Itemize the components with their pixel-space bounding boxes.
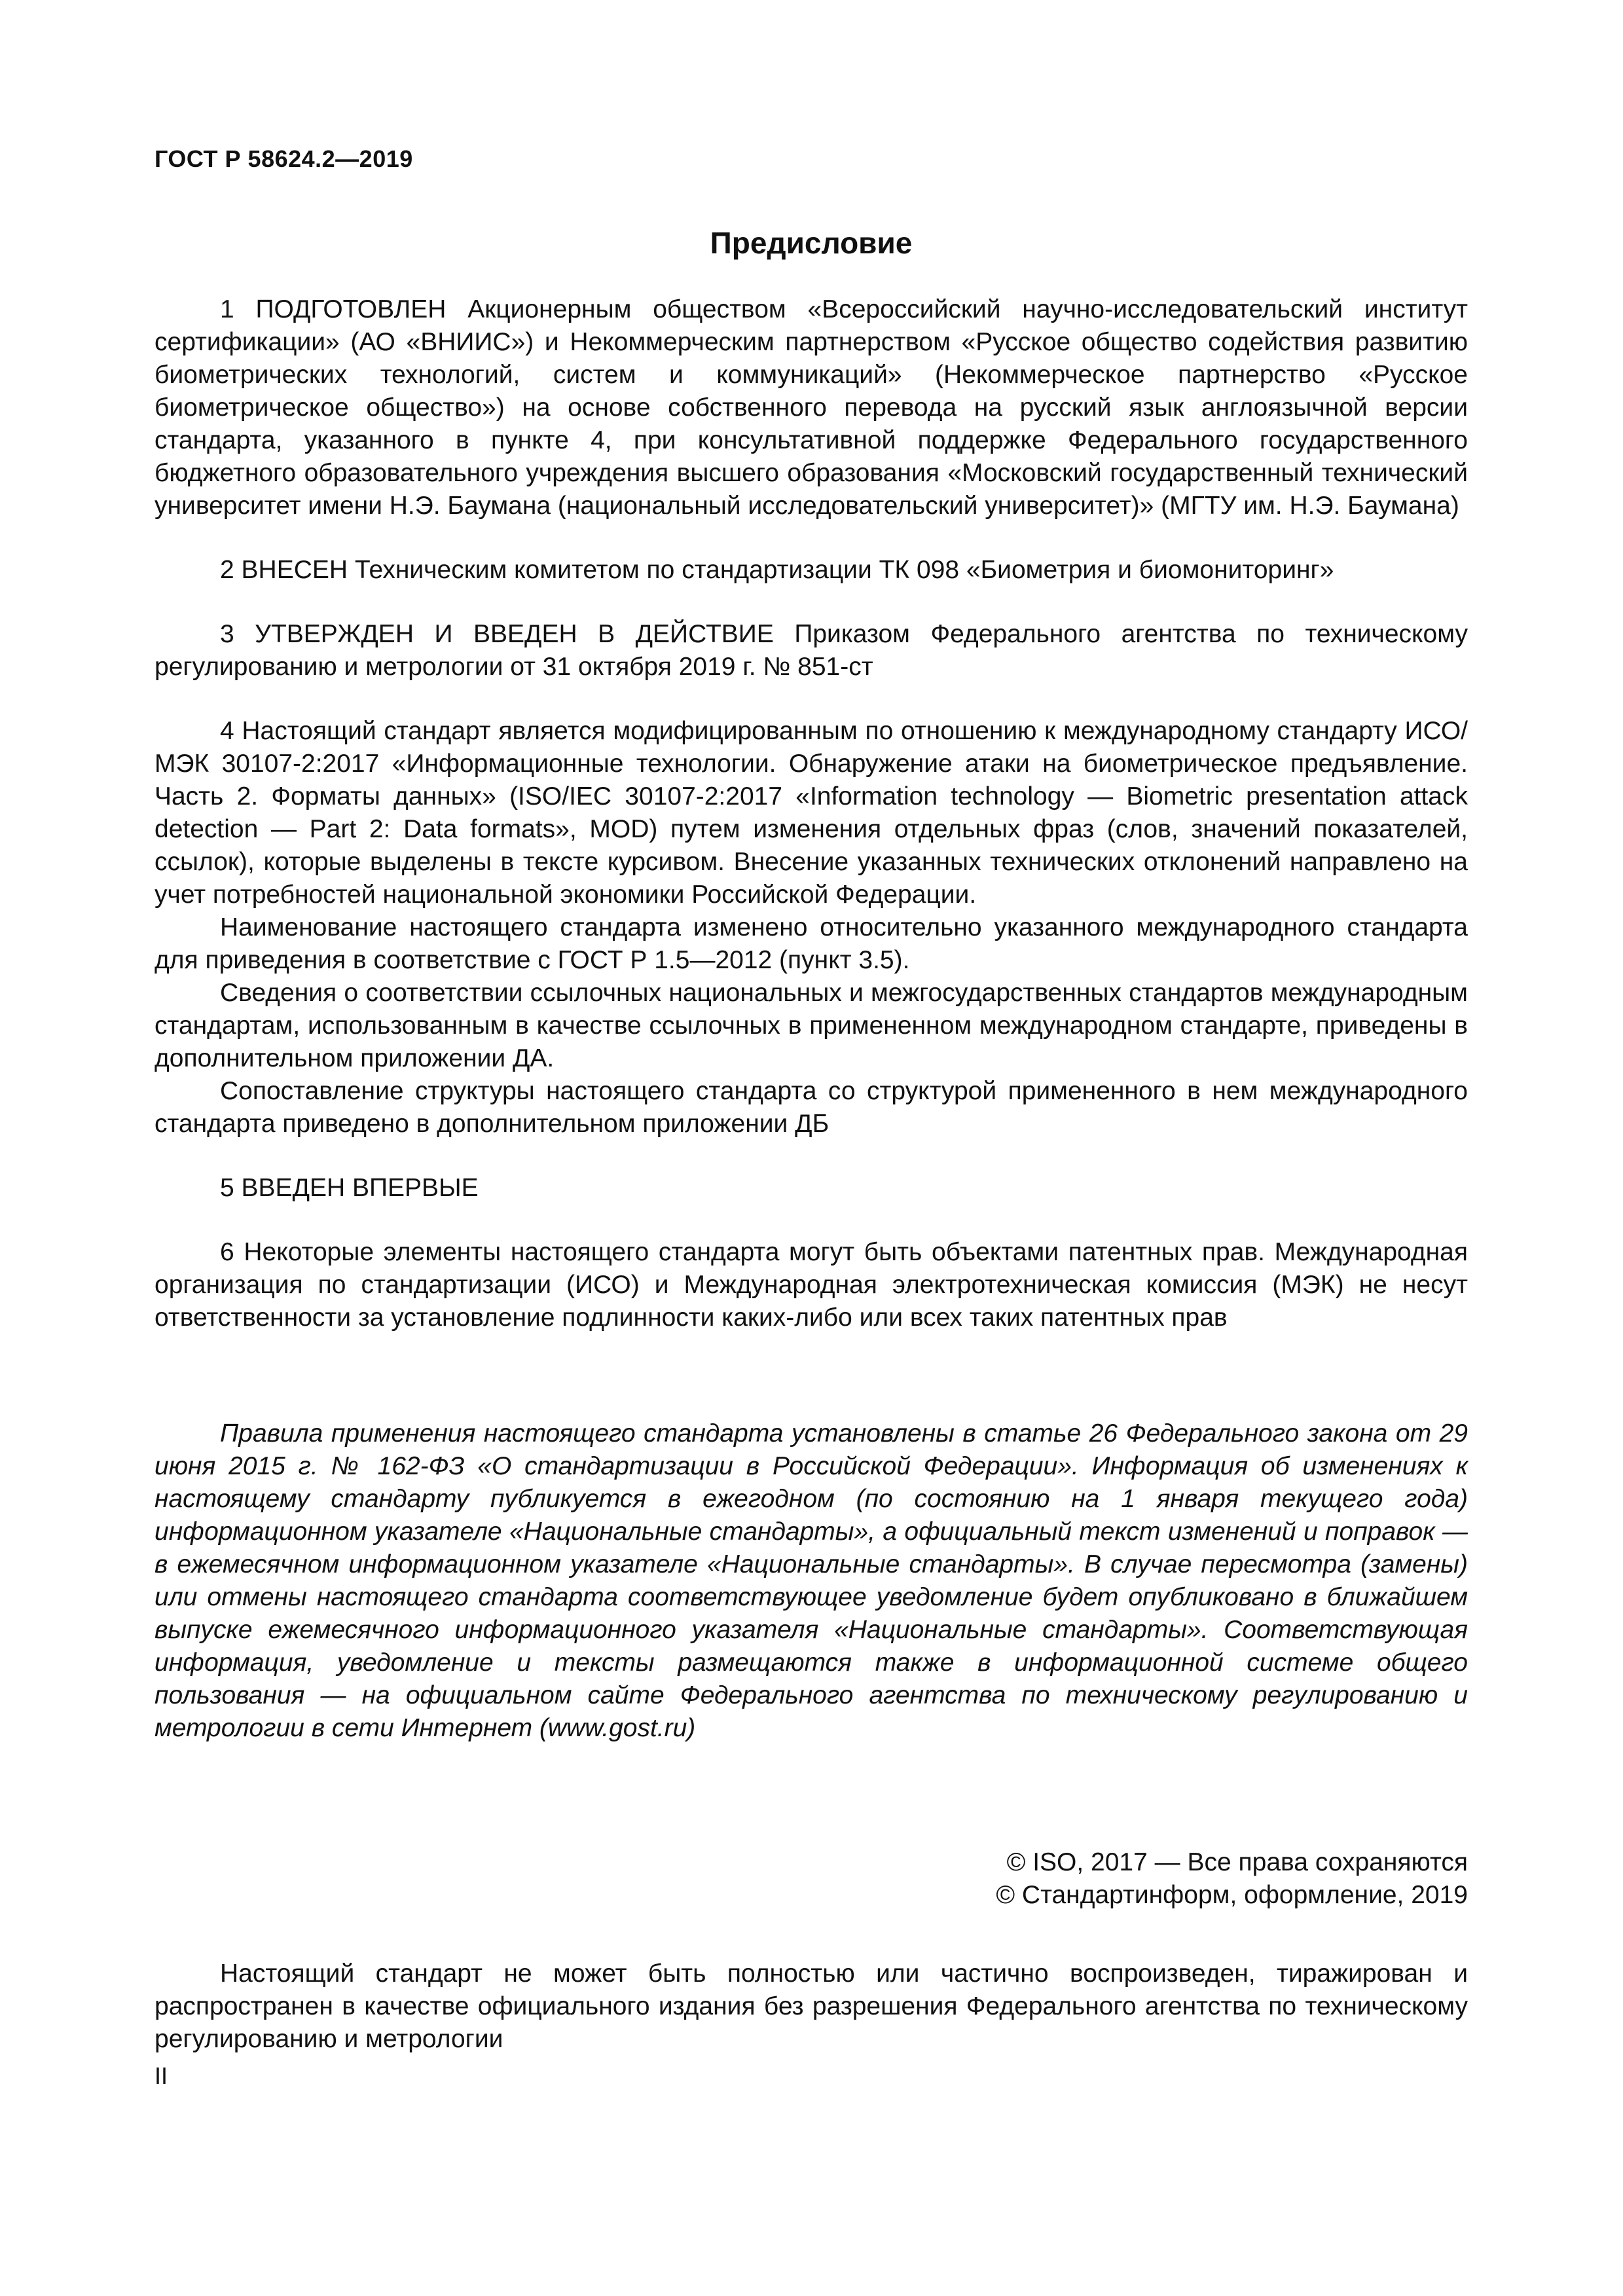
page-title: Предисловие xyxy=(710,226,913,260)
foreword-item-3: 3 УТВЕРЖДЕН И ВВЕДЕН В ДЕЙСТВИЕ Приказом Федерального агентства по техническому регулированию и метрологии от 31 октября 2019 г. № 851-ст xyxy=(155,620,1468,681)
reproduction-notice: Настоящий стандарт не может быть полностью или частично воспроизведен, тиражирован и распространен в качестве официального издания без разрешения Федерального агентства по техническому регулированию и метрологии xyxy=(155,1959,1468,2053)
foreword-item-4-references-note: Сведения о соответствии ссылочных национальных и межгосударственных стандартов международным стандартам, использованным в качестве ссылочных в примененном международном стандарте, приведены в дополнительном приложении ДА. xyxy=(155,979,1468,1072)
foreword-item-6: 6 Некоторые элементы настоящего стандарта могут быть объектами патентных прав. Международная организация по стандартизации (ИСО) и Международная электротехническая комиссия (МЭК) не несут ответственности за установление подлинности каких-либо или всех таких патентных прав xyxy=(155,1238,1468,1332)
foreword-item-1: 1 ПОДГОТОВЛЕН Акционерным обществом «Всероссийский научно-исследовательский институт сертификации» (АО «ВНИИС») и Некоммерческим партнерством «Русское общество содействия развитию биометрических технологий, систем и коммуникаций» (Некоммерческое партнерство «Русское биометрическое общество») на основе собственного перевода на русский язык англоязычной версии стандарта, указанного в пункте 4, при консультативной поддержке Федерального государственного бюджетного образовательного учреждения высшего образования «Московский государственный технический университет имени Н.Э. Баумана (национальный исследовательский университет)» (МГТУ им. Н.Э. Баумана) xyxy=(155,295,1468,520)
foreword-item-5: 5 ВВЕДЕН ВПЕРВЫЕ xyxy=(220,1174,479,1202)
foreword-item-4-title-note: Наименование настоящего стандарта изменено относительно указанного международного стандарта для приведения в соответствие с ГОСТ Р 1.5—2012 (пункт 3.5). xyxy=(155,913,1468,974)
foreword-body xyxy=(155,293,1468,1334)
foreword-item-4: 4 Настоящий стандарт является модифицированным по отношению к международному стандарту ИСО/МЭК 30107-2:2017 «Информационные технологии. Обнаружение атаки на биометрическое предъявление. Часть 2. Форматы данных» (ISO/IEC 30107-2:2017 «Information technology — Biometric presentation attack detection — Part 2: Data formats», MOD) путем изменения отдельных фраз (слов, значений показателей, ссылок), которые выделены в тексте курсивом. Внесение указанных технических отклонений направлено на учет потребностей национальной экономики Российской Федерации. xyxy=(155,717,1468,909)
application-rules-notice: Правила применения настоящего стандарта установлены в статье 26 Федерального закона от 29 июня 2015 г. № 162-ФЗ «О стандартизации в Российской Федерации». Информация об изменениях к настоящему стандарту публикуется в ежегодном (по состоянию на 1 января текущего года) информационном указателе «Национальные стандарты», а официальный текст изменений и поправок — в ежемесячном информационном указателе «Национальные стандарты». В случае пересмотра (замены) или отмены настоящего стандарта соответствующее уведомление будет опубликовано в ближайшем выпуске ежемесячного информационного указателя «Национальные стандарты». Соответствующая информация, уведомление и тексты размещаются также в информационной системе общего пользования — на официальном сайте Федерального агентства по техническому регулированию и метрологии в сети Интернет (www.gost.ru) xyxy=(155,1419,1468,1742)
foreword-item-2: 2 ВНЕСЕН Техническим комитетом по стандартизации ТК 098 «Биометрия и биомониторинг» xyxy=(220,556,1334,584)
standard-designation: ГОСТ Р 58624.2—2019 xyxy=(155,145,413,172)
copyright-standartinform: © Стандартинформ, оформление, 2019 xyxy=(996,1881,1468,1909)
copyright-iso: © ISO, 2017 — Все права сохраняются xyxy=(1006,1848,1468,1876)
foreword-item-4-structure-note: Сопоставление структуры настоящего стандарта со структурой примененного в нем международного стандарта приведено в дополнительном приложении ДБ xyxy=(155,1077,1468,1138)
page-number: II xyxy=(155,2062,168,2089)
copyright-block xyxy=(996,1846,1468,1912)
